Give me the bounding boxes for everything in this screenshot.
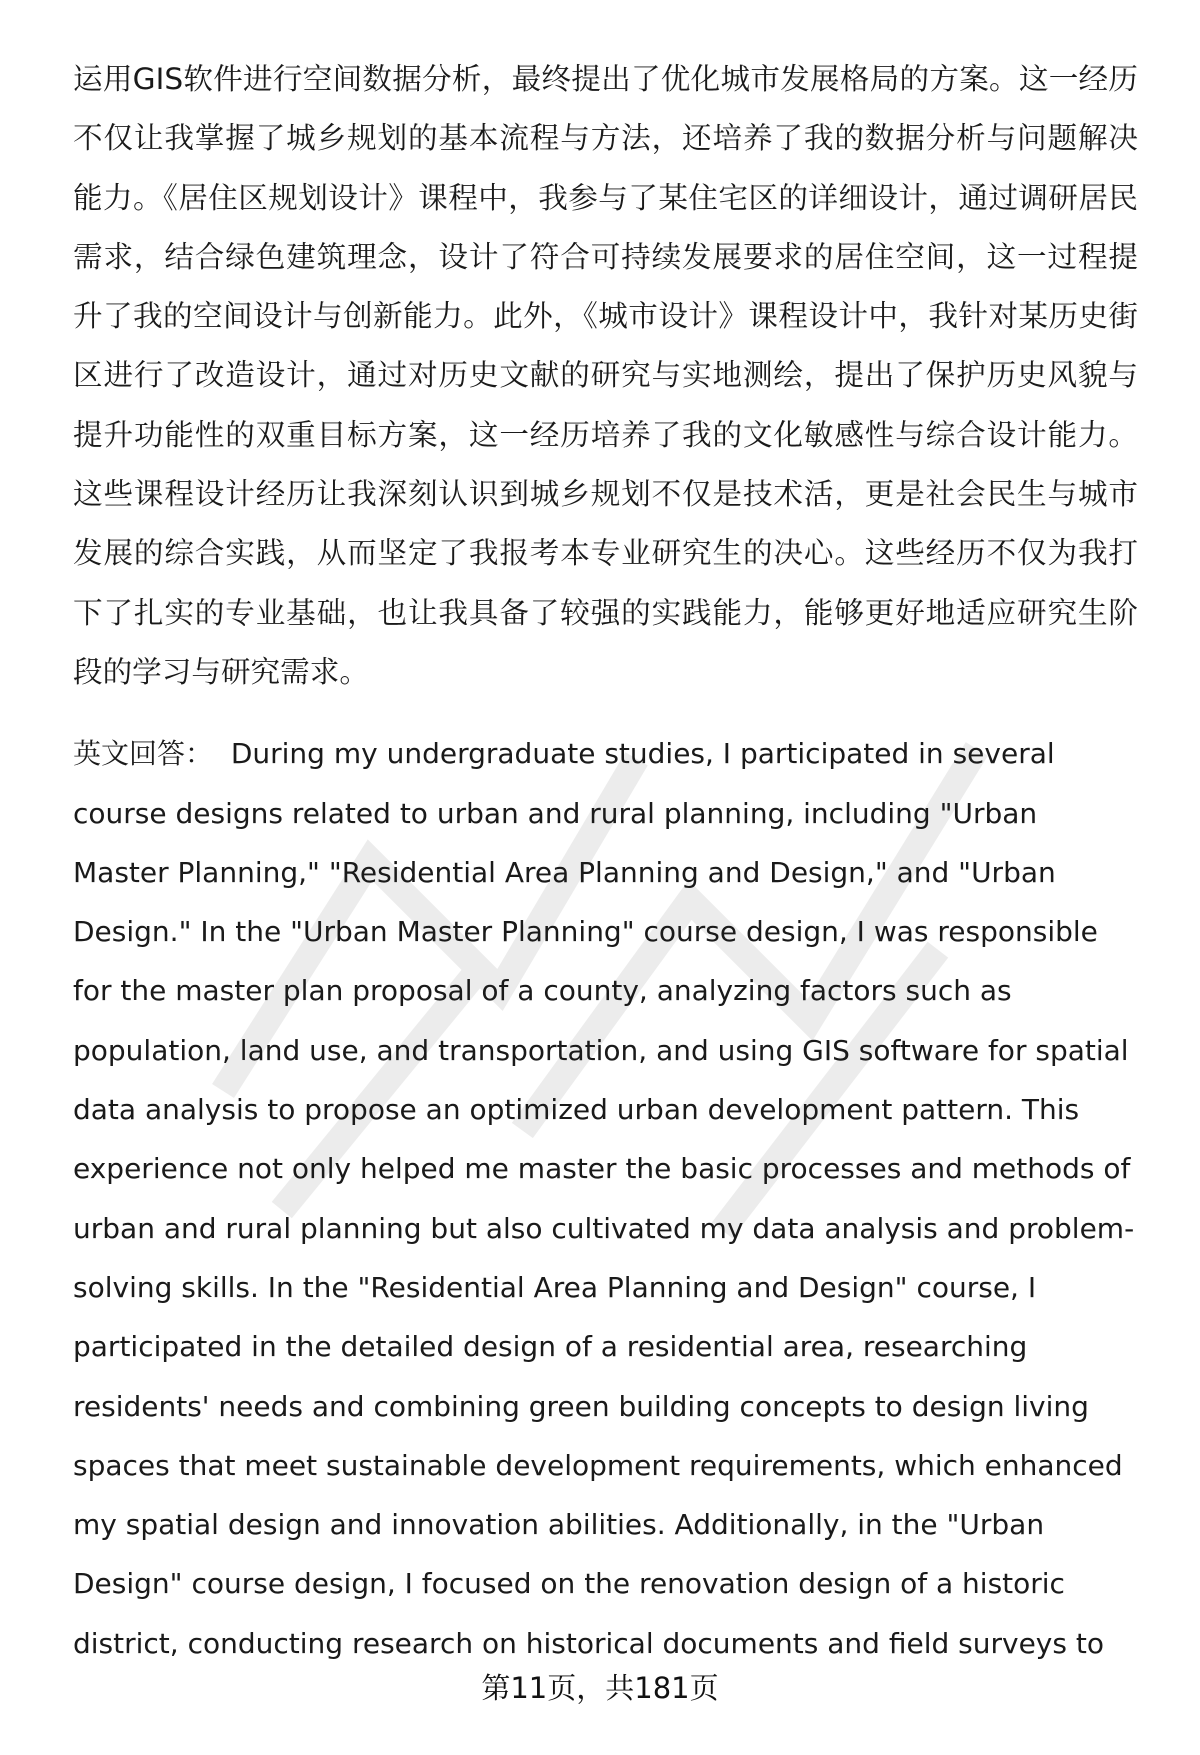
english-answer-label: 英文回答： (73, 737, 214, 771)
english-answer-text: During my undergraduate studies, I participated in several course designs related to urban and rural planning, including "Urban Master Planning," "Residential Area Planning and Design," and "Urban Design." In the "Urban Master Planning" course design, I was responsible for the master plan proposal of a county, analyzing factors such as population, land use, and transportation, and using GIS software for spatial data analysis to propose an optimized urban development pattern. This experience not only helped me master the basic processes and methods of urban and rural planning but also cultivated my data analysis and problem-solving skills. In the "Residential Area Planning and Design" course, I participated in the detailed design of a residential area, researching residents' needs and combining green building concepts to design living spaces that meet sustainable development requirements, which enhanced my spatial design and innovation abilities. Additionally, in the "Urban Design" course design, I focused on the renovation design of a historic district, conducting research on historical documents and field surveys to (73, 737, 1135, 1660)
page-footer: 第11页，共181页 (481, 1671, 719, 1705)
chinese-answer-paragraph: 运用GIS软件进行空间数据分析，最终提出了优化城市发展格局的方案。这一经历不仅让我掌握了城乡规划的基本流程与方法，还培养了我的数据分析与问题解决能力。《居住区规划设计》课程中，我参与了某住宅区的详细设计，通过调研居民需求，结合绿色建筑理念，设计了符合可持续发展要求的居住空间，这一过程提升了我的空间设计与创新能力。此外，《城市设计》课程设计中，我针对某历史街区进行了改造设计，通过对历史文献的研究与实地测绘，提出了保护历史风貌与提升功能性的双重目标方案，这一经历培养了我的文化敏感性与综合设计能力。这些课程设计经历让我深刻认识到城乡规划不仅是技术活，更是社会民生与城市发展的综合实践，从而坚定了我报考本专业研究生的决心。这些经历不仅为我打下了扎实的专业基础，也让我具备了较强的实践能力，能够更好地适应研究生阶段的学习与研究需求。 (73, 62, 1138, 689)
english-answer-paragraph (73, 724, 1138, 1673)
page-content (73, 50, 1138, 1673)
